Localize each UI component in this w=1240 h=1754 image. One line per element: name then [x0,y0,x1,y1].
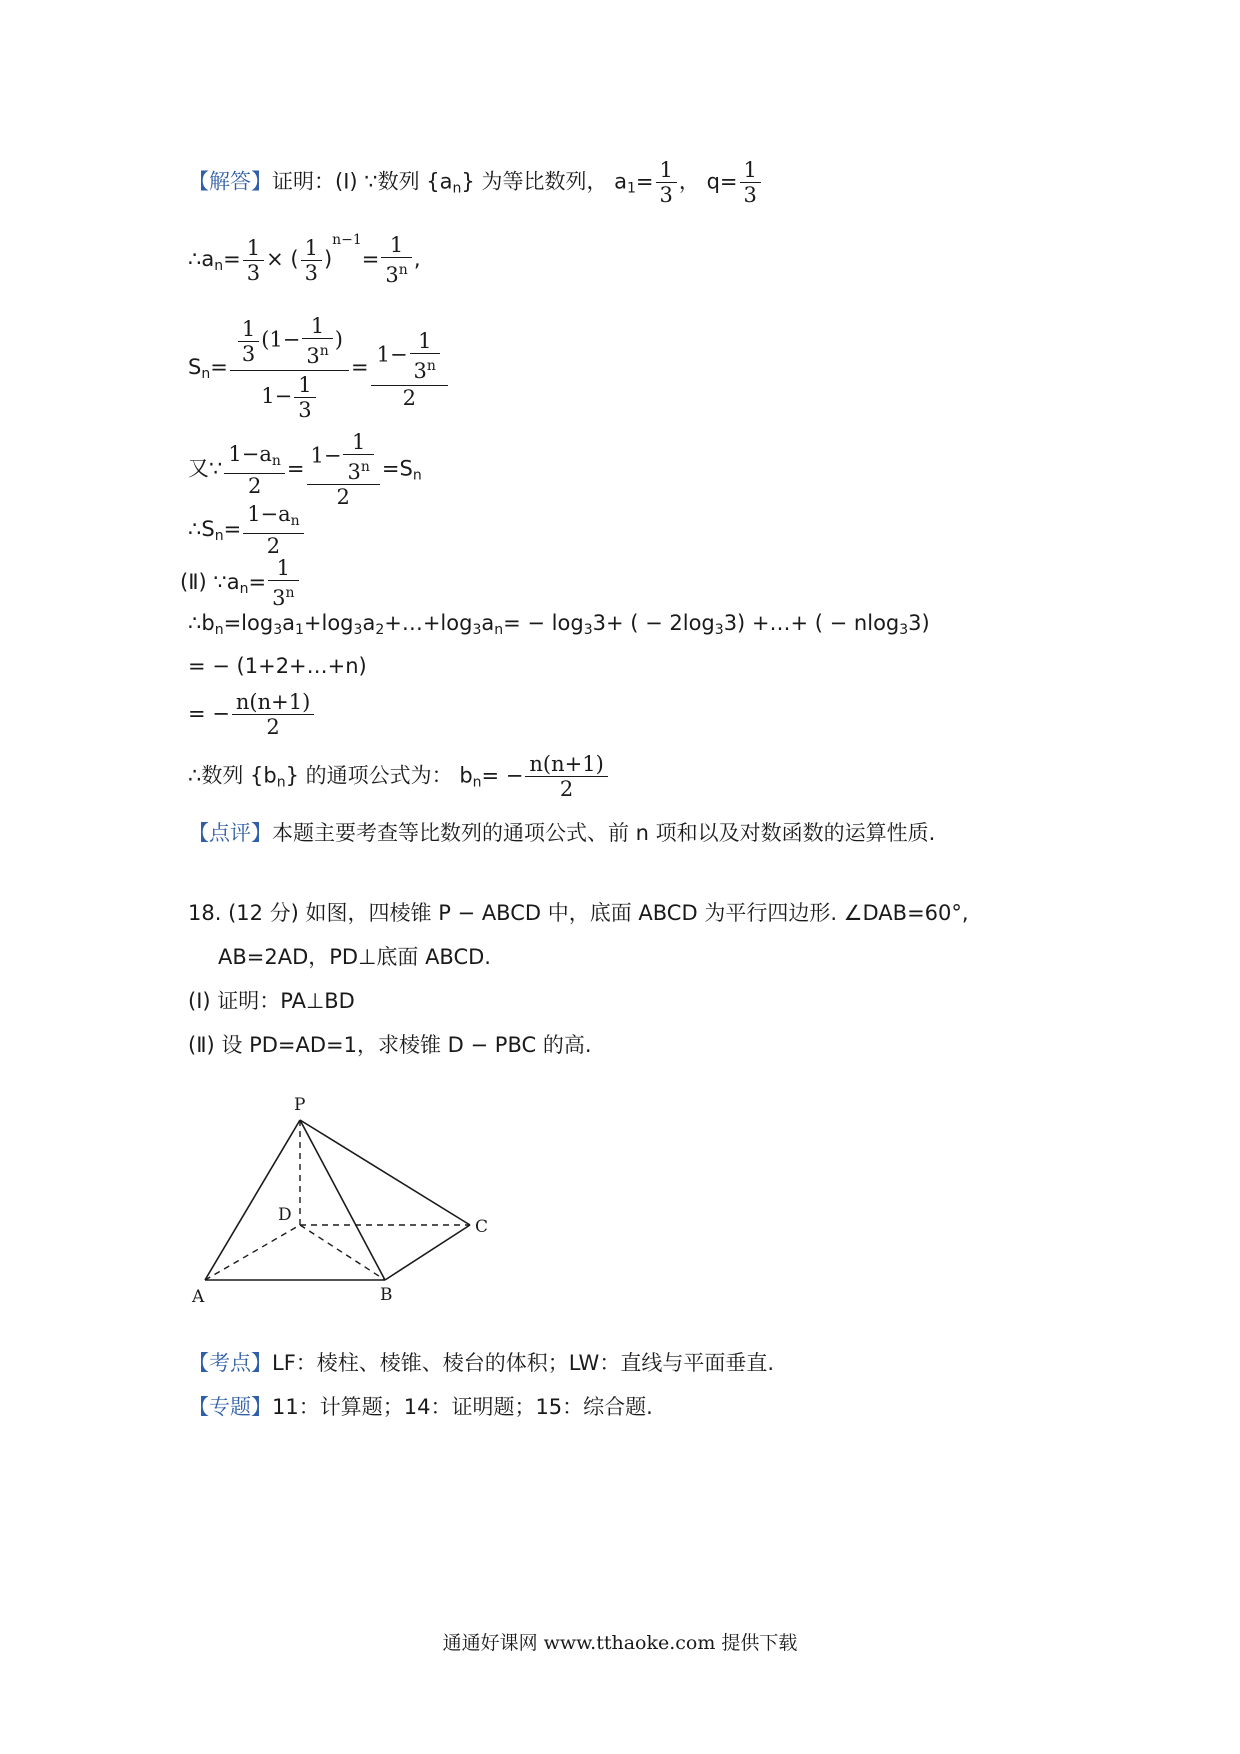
sn-conclusion-line: $\therefore S_n=$ $\frac{1-a_n}{2}$ [188,502,306,558]
label-D: D [278,1205,292,1225]
q18-line2: AB=2AD，PD⊥底面 ABCD. [218,945,491,969]
fraction: $\frac{1}{3^n}$ [268,556,298,610]
page-footer: 通通好课网 www.tthaoke.com 提供下载 [442,1632,798,1654]
edge-PB [300,1120,385,1280]
fraction: $\frac{1}{3}$ [656,158,677,207]
fraction: $\frac{1}{3^n}$ [381,233,411,287]
fraction: $\frac{n(n+1)}{2}$ [232,690,314,739]
bn-sum-line: $\therefore b_n=\log_3a_1+\log_3a_2+\dots+\log_3a_n= - \log_33+$ ( − $2\log_33$) +…+ ( − nlog$_3$3) [188,611,930,638]
sn-formula-line: $S_n=$ $\frac{1}{3}$ (1− $\frac{1}{3^n}$ ) 1− $\frac{1}{3}$ = 1− $\frac{1}{3^n}$ 2 [188,312,450,424]
edge-BC [385,1225,470,1280]
sn-verify-line: 又∵ $\frac{1-a_n}{2}$ = 1− $\frac{1}{3^n}$ 2 $=S_n$ [188,430,422,509]
q18-line1: 18. (12 分) 如图，四棱锥 P − ABCD 中，底面 ABCD 为平行四边形. ∠DAB=60°, [188,901,969,925]
fraction: $\frac{1-a_n}{2}$ [224,442,285,498]
fraction: $\frac{n(n+1)}{2}$ [525,752,607,801]
fraction: $\frac{1-a_n}{2}$ [243,502,304,558]
edge-PC [300,1120,470,1225]
compound-fraction: 1− $\frac{1}{3^n}$ 2 [371,327,448,410]
compound-fraction: 1− $\frac{1}{3^n}$ 2 [307,430,380,509]
answer-line: 【解答】证明：(Ⅰ) ∵数列 $\{a_n\}$ 为等比数列， $a_1=$ $\frac{1}{3}$ ， q= $\frac{1}{3}$ [188,158,763,207]
an-formula-line: $\therefore a_n=$ $\frac{1}{3}$ × ( $\frac{1}{3}$ )$^{n-1}$= $\frac{1}{3^n}$ , [188,232,421,287]
label-C: C [475,1217,489,1237]
comment-line: 【点评】本题主要考查等比数列的通项公式、前 n 项和以及对数函数的运算性质. [188,821,936,845]
general-formula-line: ∴数列 $\{b_n\}$ 的通项公式为： $b_n=$ − $\frac{n(n+1)}{2}$ [188,752,610,801]
edge-AD [205,1225,300,1280]
fraction: $\frac{1}{3}$ [301,236,322,285]
edge-DB [300,1225,385,1280]
pyramid-figure [170,1080,530,1330]
result-line: = − $\frac{n(n+1)}{2}$ [188,690,316,739]
kaodian-line: 【考点】LF：棱柱、棱锥、棱台的体积；LW：直线与平面垂直. [188,1351,774,1375]
label-A: A [192,1287,205,1307]
kaodian-tag: 【考点】 [188,1351,272,1375]
answer-tag: 【解答】 [188,169,272,194]
label-P: P [294,1095,306,1115]
compound-fraction: $\frac{1}{3}$ (1− $\frac{1}{3^n}$ ) 1− $\frac{1}{3}$ [230,312,349,424]
comment-tag: 【点评】 [188,821,272,845]
fraction: $\frac{1}{3}$ [243,236,264,285]
fraction: $\frac{1}{3}$ [740,158,761,207]
q18-line3: (Ⅰ) 证明：PA⊥BD [188,989,355,1013]
zhuanti-line: 【专题】11：计算题；14：证明题；15：综合题. [188,1395,653,1419]
q18-line4: (Ⅱ) 设 PD=AD=1，求棱锥 D − PBC 的高. [188,1033,592,1057]
sum-line: = − (1+2+…+n) [188,654,367,678]
part2-line: (Ⅱ) $\because a_n=$ $\frac{1}{3^n}$ [180,556,301,610]
label-B: B [380,1285,393,1305]
edge-PA [205,1120,300,1280]
zhuanti-tag: 【专题】 [188,1395,272,1419]
